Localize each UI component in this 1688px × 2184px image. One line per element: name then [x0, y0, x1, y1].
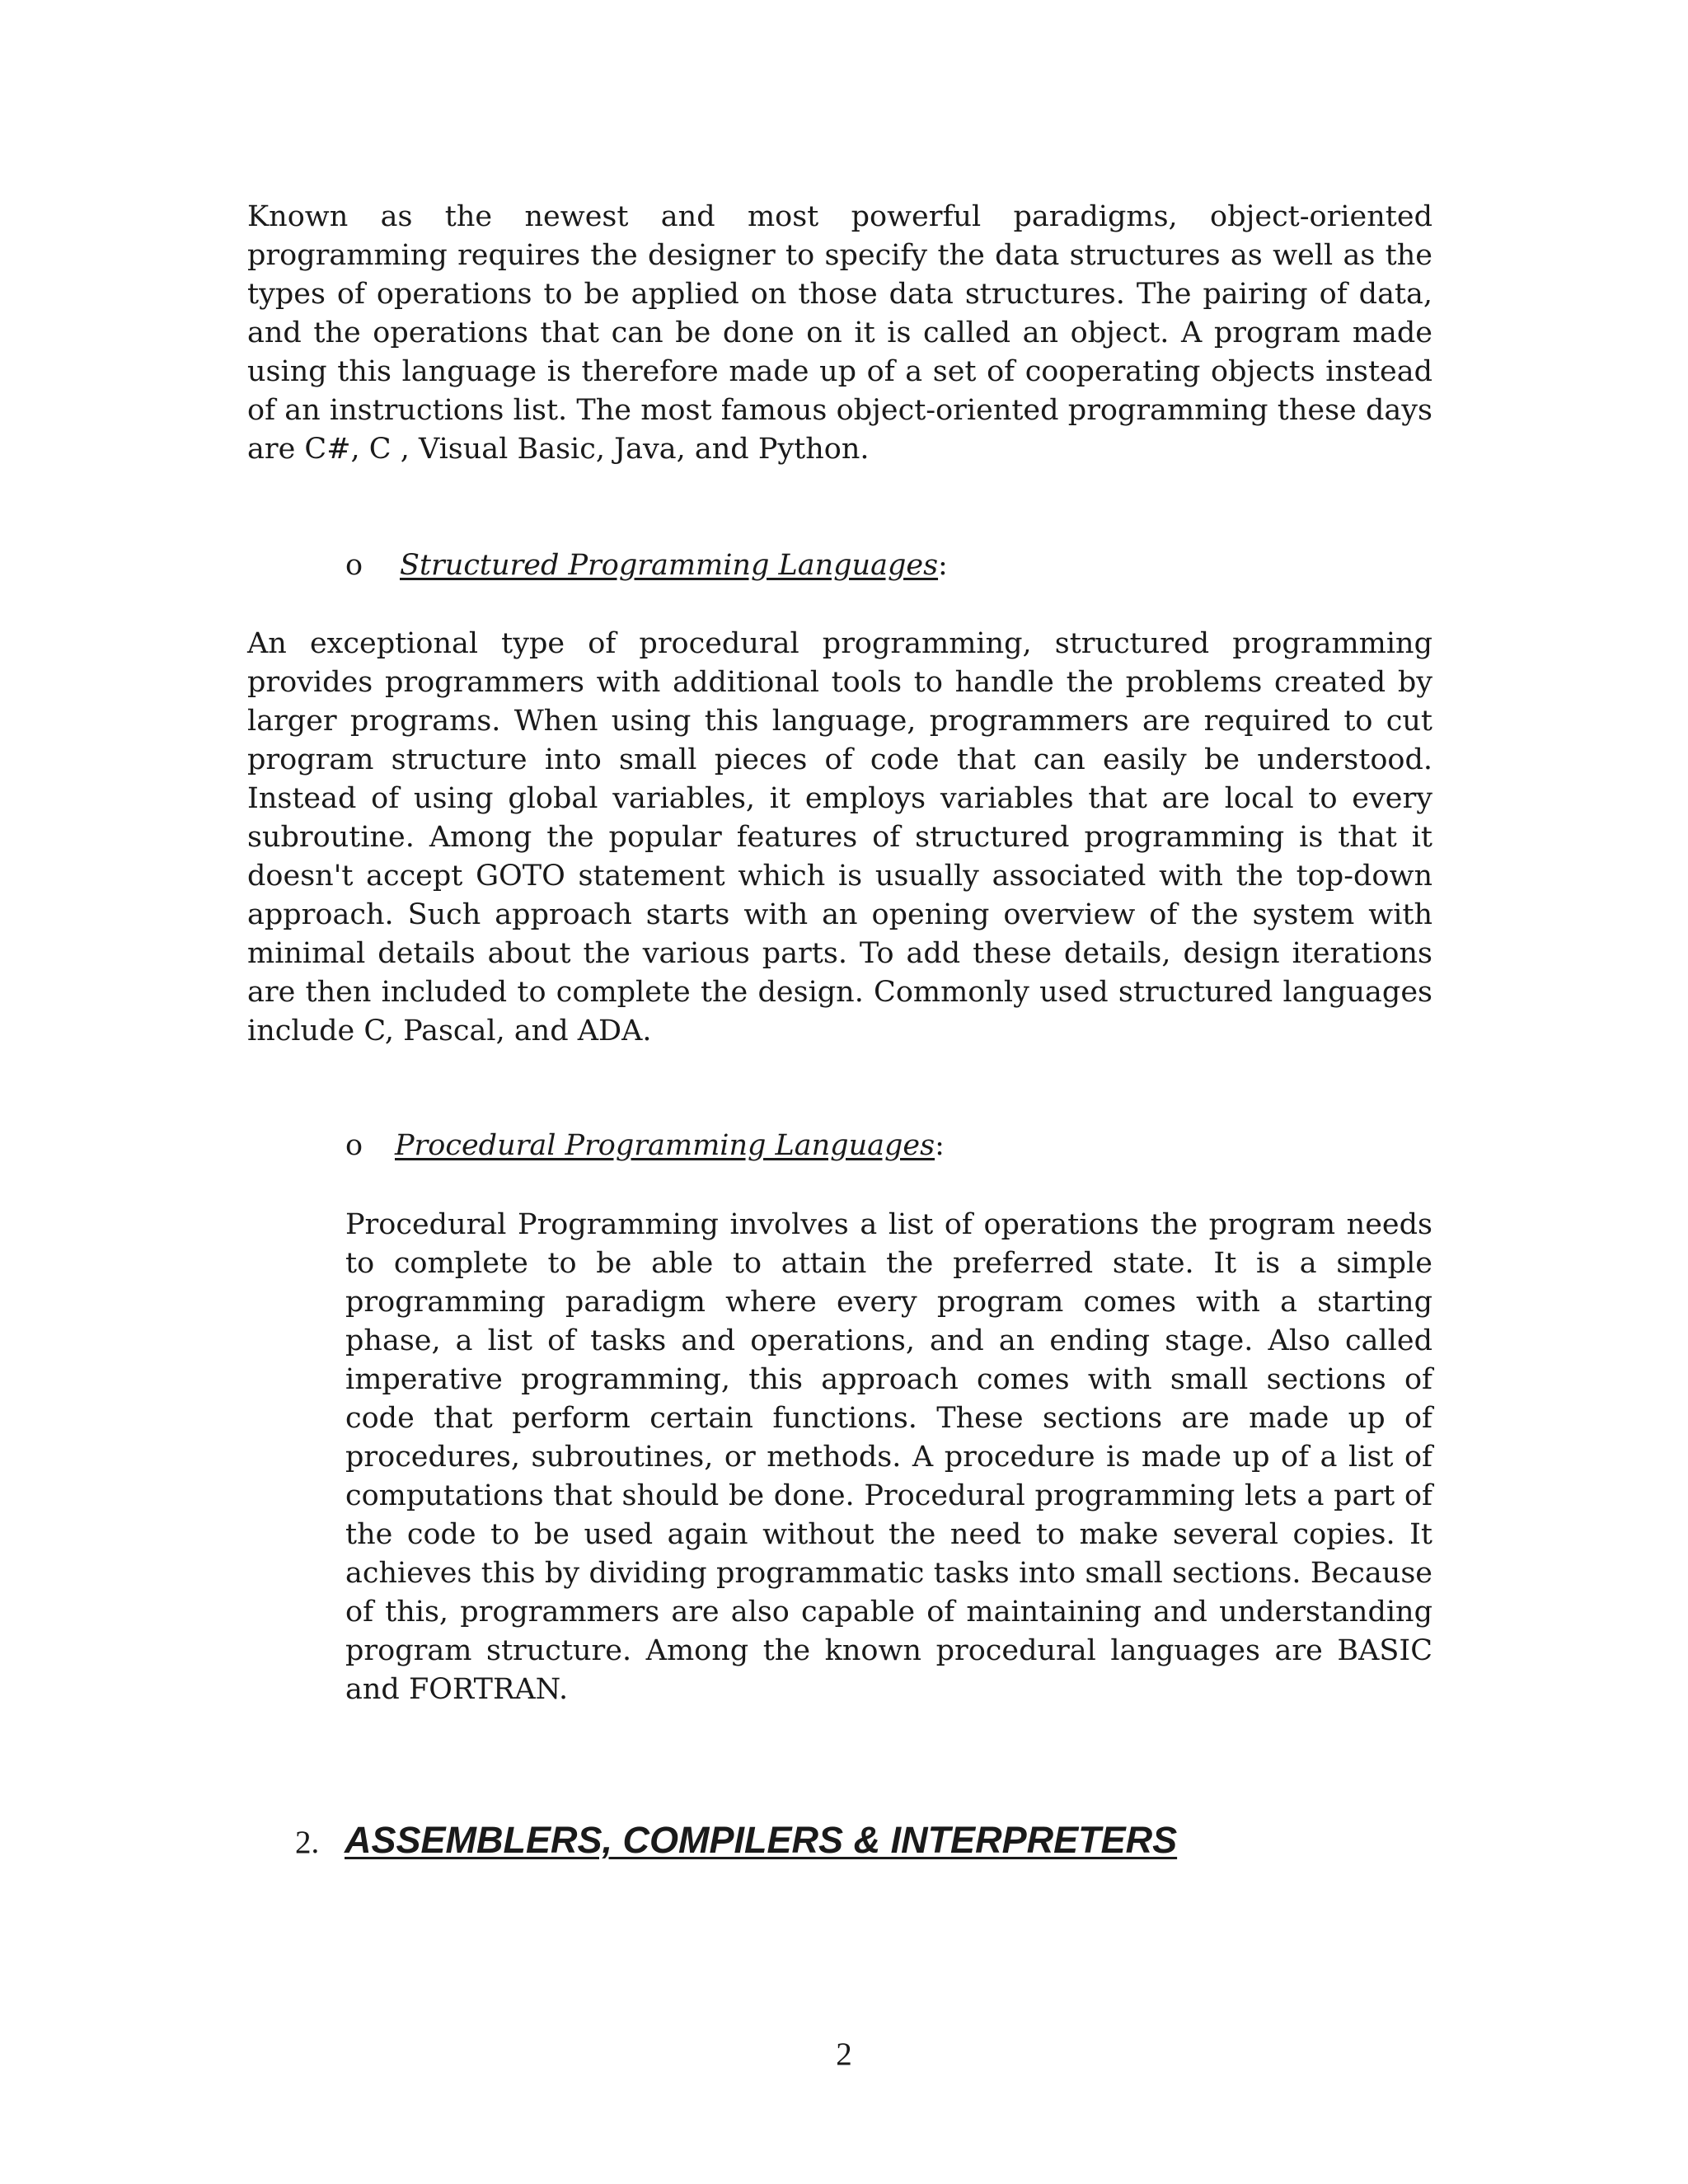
- bullet-marker: o: [345, 549, 363, 582]
- paragraph-object-oriented: Known as the newest and most powerful paradigms, object-oriented programming requires the designer to specify the data structures as well as the types of operations to be applied on those data structures. The pairing of data, and the operations that can be done on it is called an object. A program made using this language is therefore made up of a set of cooperating objects instead of an instructions list. The most famous object-oriented programming these days are C#, C , Visual Basic, Java, and Python.: [247, 200, 1432, 466]
- page-number: 2: [836, 2036, 852, 2072]
- bullet-suffix: :: [938, 549, 948, 582]
- section-number: 2.: [295, 1825, 320, 1860]
- bullet-title-structured: Structured Programming Languages: [400, 549, 939, 582]
- bullet-procedural-languages: [345, 1127, 945, 1165]
- paragraph-procedural-programming: Procedural Programming involves a list of operations the program needs to complete to be able to attain the preferred state. It is a simple programming paradigm where every program comes with a starting phase, a list of tasks and operations, and an ending stage. Also called imperative programming, this approach comes with small sections of code that perform certain functions. These sections are made up of procedures, subroutines, or methods. A procedure is made up of a list of computations that should be done. Procedural programming lets a part of the code to be used again without the need to make several copies. It achieves this by dividing programmatic tasks into small sections. Because of this, programmers are also capable of maintaining and understanding program structure. Among the known procedural languages are BASIC and FORTRAN.: [345, 1208, 1432, 1706]
- bullet-structured-languages: [345, 546, 948, 585]
- bullet-suffix: :: [935, 1129, 945, 1162]
- section-heading: [295, 1819, 1177, 1862]
- bullet-title-procedural: Procedural Programming Languages: [395, 1129, 935, 1162]
- section-title: ASSEMBLERS, COMPILERS & INTERPRETERS: [345, 1819, 1178, 1861]
- paragraph-structured-programming: An exceptional type of procedural programming, structured programming provides programmers with additional tools to handle the problems created by larger programs. When using this language, programmers are required to cut program structure into small pieces of code that can easily be understood. Instead of using global variables, it employs variables that are local to every subroutine. Among the popular features of structured programming is that it doesn't accept GOTO statement which is usually associated with the top-down approach. Such approach starts with an opening overview of the system with minimal details about the various parts. To add these details, design iterations are then included to complete the design. Commonly used structured languages include C, Pascal, and ADA.: [247, 627, 1432, 1047]
- bullet-marker: o: [345, 1129, 363, 1162]
